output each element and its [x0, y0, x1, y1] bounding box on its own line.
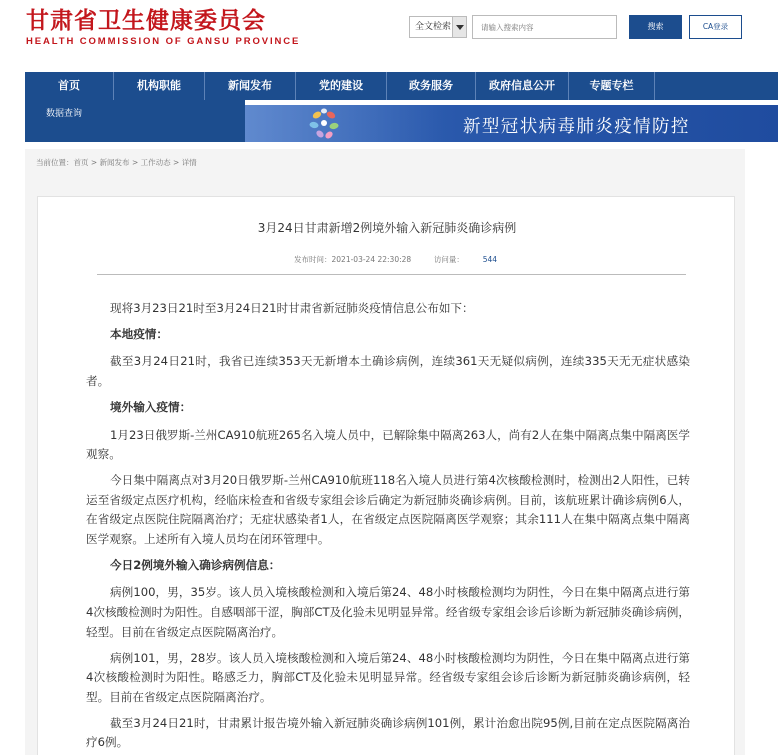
section-heading: 本地疫情：: [110, 326, 168, 341]
article-panel: [37, 196, 735, 755]
nav-item-functions[interactable]: 机构职能: [137, 79, 181, 92]
main-nav: [25, 72, 778, 100]
meta-divider: [97, 274, 686, 275]
breadcrumb-sep: >: [129, 158, 141, 167]
nav-item-party[interactable]: 党的建设: [319, 79, 363, 92]
ca-login-button[interactable]: CA登录: [689, 15, 742, 39]
site-logo[interactable]: [26, 8, 300, 47]
views-count: 544: [482, 255, 498, 264]
nav-sub-panel: [25, 100, 245, 142]
covid-banner[interactable]: [245, 105, 778, 142]
article-paragraph: 今日集中隔离点对3月20日俄罗斯-兰州CA910航班118名入境人员进行第4次核酸检测时，检测出2人阳性，已转运至省级定点医疗机构，经临床检查和省级专家组会诊后确定为新冠肺炎确诊病例。目前，该航班累计确诊病例6人，在省级定点医院住院隔离治疗；无症状感染者1人，在省级定点医院隔离医学观察；其余111人在集中隔离点集中隔离医学观察。上述所有入境人员均在闭环管理中。: [86, 472, 690, 547]
article-paragraph: 病例100，男，35岁。该人员入境核酸检测和入境后第24、48小时核酸检测均为阴性，今日在集中隔离点进行第4次核酸检测时为阳性。自感咽部干涩，胸部CT及化验未见明显异常。经省级专家组会诊后诊断为新冠肺炎确诊病例，轻型。目前在省级定点医院隔离治疗。: [86, 585, 690, 639]
search-scope-label: 全文检索: [415, 22, 452, 32]
breadcrumb-home[interactable]: 首页: [73, 158, 89, 167]
breadcrumb: [36, 157, 197, 168]
nav-item-home[interactable]: 首页: [58, 79, 80, 92]
search-input[interactable]: [472, 15, 617, 39]
article-paragraph: 1月23日俄罗斯-兰州CA910航班265名入境人员中，已解除集中隔离263人，尚有2人在集中隔离点集中隔离医学观察。: [86, 427, 690, 462]
section-heading: 今日2例境外输入确诊病例信息：: [110, 557, 281, 572]
site-header: [0, 0, 778, 60]
virus-icon: [300, 106, 348, 141]
article-paragraph: 截至3月24日21时，甘肃累计报告境外输入新冠肺炎确诊病例101例，累计治愈出院95例,目前在定点医院隔离治疗6例。: [86, 715, 690, 750]
breadcrumb-work[interactable]: 工作动态: [140, 158, 171, 167]
nav-item-services[interactable]: 政务服务: [409, 79, 453, 92]
nav-divider: [654, 72, 655, 100]
article-body: [86, 299, 690, 755]
site-title-en: HEALTH COMMISSION OF GANSU PROVINCE: [26, 36, 301, 47]
article-paragraph: 病例101，男，28岁。该人员入境核酸检测和入境后第24、48小时核酸检测均为阴性，今日在集中隔离点进行第4次核酸检测时为阳性。略感乏力，胸部CT及化验未见明显异常。经省级专家组会诊后诊断为新冠肺炎确诊病例，轻型。目前在省级定点医院隔离治疗。: [86, 650, 690, 704]
breadcrumb-label: 当前位置：: [36, 158, 74, 167]
views-label: 访问量：: [433, 255, 464, 264]
article-title: 3月24日甘肃新增2例境外输入新冠肺炎确诊病例: [257, 221, 517, 235]
nav-item-data-query[interactable]: 数据查询: [46, 109, 83, 119]
banner-title: 新型冠状病毒肺炎疫情防控: [463, 117, 690, 137]
breadcrumb-detail: 详情: [181, 158, 197, 167]
search-scope-select[interactable]: [409, 16, 467, 38]
nav-item-topics[interactable]: 专题专栏: [589, 79, 634, 92]
publish-time: 2021-03-24 22:30:28: [331, 255, 412, 264]
nav-item-news[interactable]: 新闻发布: [228, 79, 272, 92]
nav-item-gov-info[interactable]: 政府信息公开: [489, 79, 555, 92]
article-paragraph: 截至3月24日21时，我省已连续353天无新增本土确诊病例，连续361天无疑似病例，连续335天无无症状感染者。: [86, 354, 690, 389]
section-heading: 境外输入疫情：: [110, 399, 192, 414]
search-button[interactable]: 搜索: [629, 15, 682, 39]
breadcrumb-news[interactable]: 新闻发布: [99, 158, 130, 167]
breadcrumb-sep: >: [88, 158, 100, 167]
chevron-down-icon[interactable]: [452, 17, 466, 37]
article-paragraph: 现将3月23日21时至3月24日21时甘肃省新冠肺炎疫情信息公布如下：: [110, 301, 474, 315]
article-meta: [294, 254, 497, 265]
breadcrumb-sep: >: [170, 158, 182, 167]
site-title-cn: 甘肃省卫生健康委员会: [26, 8, 266, 34]
publish-time-label: 发布时间：: [294, 255, 332, 264]
